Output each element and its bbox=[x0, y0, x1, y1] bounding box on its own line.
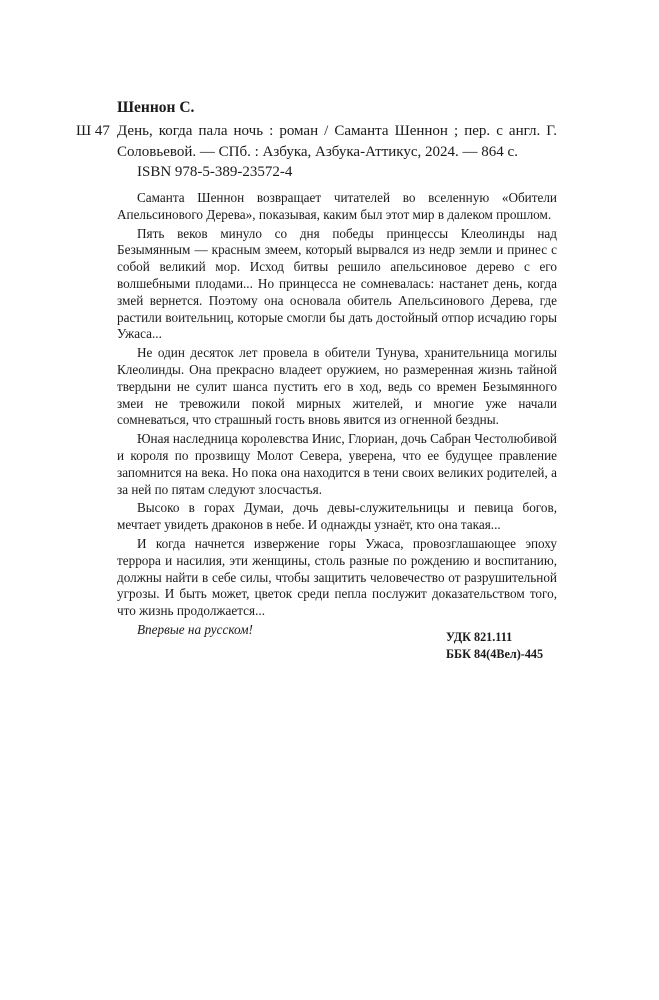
author-cipher: Ш 47 bbox=[76, 123, 110, 139]
first-in-russian-note: Впервые на русском! bbox=[137, 621, 253, 637]
classification-codes bbox=[446, 629, 543, 663]
annotation-paragraph: Высоко в горах Думаи, дочь девы-служительницы и певица богов, мечтает увидеть драконов в небе. И однажды узнаёт, кто она такая... bbox=[117, 500, 557, 533]
bbk-code: ББК 84(4Вел)-445 bbox=[446, 647, 544, 661]
bibliographic-block bbox=[117, 121, 557, 183]
bibliographic-description: День, когда пала ночь : роман / Саманта Шеннон ; пер. с англ. Г. Соловьевой. — СПб. : Азбука, Азбука-Аттикус, 2024. — 864 с. bbox=[117, 123, 557, 160]
annotation-paragraph: Саманта Шеннон возвращает читателей во вселенную «Обители Апельсинового Дерева», показывая, каким был этот мир в далеком прошлом. bbox=[117, 190, 557, 222]
annotation bbox=[117, 190, 557, 641]
author-heading: Шеннон С. bbox=[117, 99, 195, 116]
annotation-paragraph: Не один десяток лет провела в обители Тунува, хранительница могилы Клеолинды. Она прекрасно владеет оружием, но размеренная жизнь тайной твердыни не сулит шанса пустить его в ход, ведь со времен Безымянного змеи не тревожили покой мирных жителей, и многие уже начали сомневаться, что страшный гость вновь явится из огненной бездны. bbox=[117, 345, 557, 428]
udk-code: УДК 821.111 bbox=[446, 630, 513, 644]
annotation-paragraph: Юная наследница королевства Инис, Глориан, дочь Сабран Честолюбивой и короля по прозвищу Молот Севера, уверена, что ее будущее правление запомнится на века. Но пока она находится в тени своих великих родителей, а за ней по пятам следуют злосчастья. bbox=[117, 431, 557, 497]
annotation-paragraph: Пять веков минуло со дня победы принцессы Клеолинды над Безымянным — красным змеем, который вырвался из недр земли и принес с собой великий мор. Исход битвы решило апельсиновое дерево с его волшебными плодами... Но принцесса не сомневалась: настанет день, когда змей вернется. Поэтому она основала обитель Апельсинового Дерева, где растили воительниц, которые смогли бы дать достойный отпор исчадию горы Ужаса... bbox=[117, 225, 557, 342]
isbn: ISBN 978-5-389-23572-4 bbox=[137, 164, 293, 180]
annotation-paragraph: И когда начнется извержение горы Ужаса, провозглашающее эпоху террора и насилия, эти женщины, столь разные по рождению и воспитанию, должны найти в себе силы, чтобы защитить человечество от разрушительной угрозы. И быть может, цветок среди пепла послужит доказательством того, что жизнь продолжается... bbox=[117, 535, 557, 619]
